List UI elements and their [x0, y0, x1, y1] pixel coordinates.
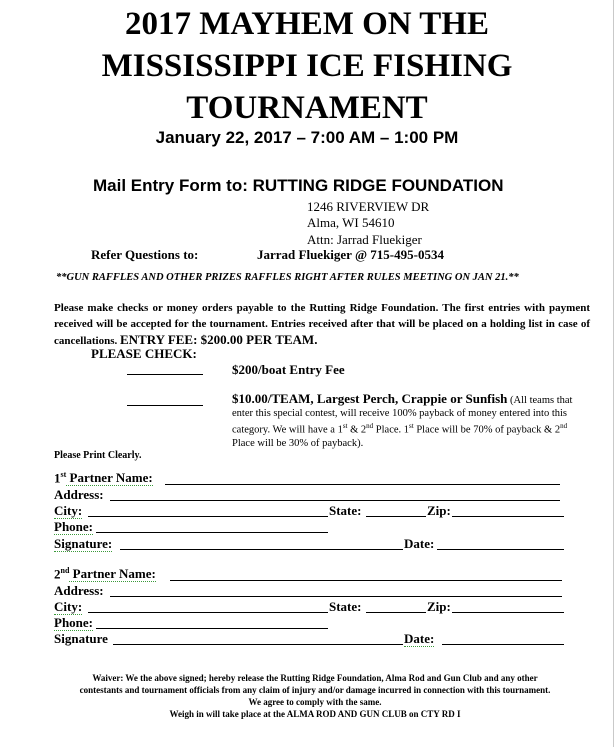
partner2-name-field[interactable]: [170, 580, 562, 581]
partner2-city-field[interactable]: [88, 612, 328, 613]
partner1-signature-field[interactable]: [120, 549, 403, 550]
partner1-name-field[interactable]: [165, 484, 560, 485]
payment-instructions: [54, 300, 590, 349]
questions-label: Refer Questions to:: [91, 247, 199, 262]
waiver-line-2: contestants and tournament officials from any claim of injury and/or damage incurred in connection with this tournament.: [79, 685, 551, 695]
partner1-address-label: Address:: [54, 487, 104, 502]
waiver-line-1: Waiver: We the above signed; hereby release the Rutting Ridge Foundation, Alma Rod and Gun Club and any other: [92, 673, 538, 683]
partner1-city-field[interactable]: [88, 516, 328, 517]
partner1-zip-field[interactable]: [452, 516, 564, 517]
boat-fee-checkbox-line[interactable]: [127, 374, 203, 375]
partner2-city-label: City:: [54, 599, 83, 614]
partner2-phone-label: Phone:: [54, 615, 93, 630]
please-check-label: PLEASE CHECK:: [91, 346, 197, 361]
waiver-line-3: We agree to comply with the same.: [248, 697, 382, 707]
partner2-state-label: State:: [329, 599, 362, 614]
partner2-zip-label: Zip:: [427, 599, 451, 614]
partner2-name-label: 2nd Partner Name:: [54, 566, 156, 582]
partner2-phone-field[interactable]: [96, 628, 328, 629]
weigh-in-note: Weigh in will take place at the ALMA ROD AND GUN CLUB on CTY RD I: [169, 709, 461, 719]
partner1-city-label: City:: [54, 503, 83, 518]
partner1-phone-label: Phone:: [54, 519, 93, 534]
fish-contest-title: $10.00/TEAM, Largest Perch, Crappie or Sunfish: [232, 391, 508, 406]
fish-contest-option: $10.00/TEAM, Largest Perch, Crappie or Sunfish (All teams that enter this special contest, will receive 100% payback of money entered into this category. We will have a 1st & 2nd Place. 1st Place will be 70% of payback & 2nd Place will be 30% of payback).: [232, 391, 573, 449]
raffle-note: **GUN RAFFLES AND OTHER PRIZES RAFFLES RIGHT AFTER RULES MEETING ON JAN 21.**: [56, 272, 519, 283]
payment-text: Please make checks or money orders payable to the Rutting Ridge Foundation. The first entries with payment received will be accepted for the tournament. Entries received after that will be placed on a holding list in case of cancellations.: [54, 302, 590, 347]
mail-address-line-2: Alma, WI 54610: [307, 215, 395, 230]
partner2-state-field[interactable]: [366, 612, 426, 613]
boat-fee-option: $200/boat Entry Fee: [232, 362, 345, 377]
entry-fee: ENTRY FEE: $200.00 PER TEAM.: [120, 332, 318, 347]
partner2-date-field[interactable]: [442, 644, 564, 645]
partner1-date-field[interactable]: [437, 549, 564, 550]
event-date: January 22, 2017 – 7:00 AM – 1:00 PM: [155, 128, 459, 147]
partner1-address-field[interactable]: [110, 500, 560, 501]
partner1-zip-label: Zip:: [427, 503, 451, 518]
mail-attn: Attn: Jarrad Fluekiger: [307, 232, 422, 247]
fish-contest-checkbox-line[interactable]: [127, 405, 203, 406]
partner1-phone-field[interactable]: [96, 532, 328, 533]
title-line-3: TOURNAMENT: [186, 90, 428, 126]
partner2-address-label: Address:: [54, 583, 104, 598]
partner1-name-label: 1st Partner Name:: [54, 470, 153, 486]
partner1-state-field[interactable]: [366, 516, 426, 517]
title-line-1: 2017 MAYHEM ON THE: [125, 6, 489, 42]
print-clearly-note: Please Print Clearly.: [54, 450, 142, 461]
partner2-signature-label: Signature: [54, 631, 108, 646]
partner1-date-label: Date:: [404, 536, 435, 551]
partner2-zip-field[interactable]: [452, 612, 564, 613]
partner1-state-label: State:: [329, 503, 362, 518]
partner2-address-field[interactable]: [110, 596, 562, 597]
partner2-date-label: Date:: [404, 631, 435, 646]
mail-address-line-1: 1246 RIVERVIEW DR: [307, 199, 430, 214]
questions-contact: Jarrad Fluekiger @ 715-495-0534: [257, 247, 444, 262]
mail-entry-heading: Mail Entry Form to: RUTTING RIDGE FOUNDATION: [93, 176, 504, 195]
fish-contest-desc-a: (All teams that enter this special contest, will receive 100% payback of money entered into this category. We will have a 1: [232, 395, 573, 436]
partner2-signature-field[interactable]: [113, 644, 403, 645]
title-line-2: MISSISSIPPI ICE FISHING: [101, 48, 513, 84]
partner1-signature-label: Signature:: [54, 536, 113, 551]
